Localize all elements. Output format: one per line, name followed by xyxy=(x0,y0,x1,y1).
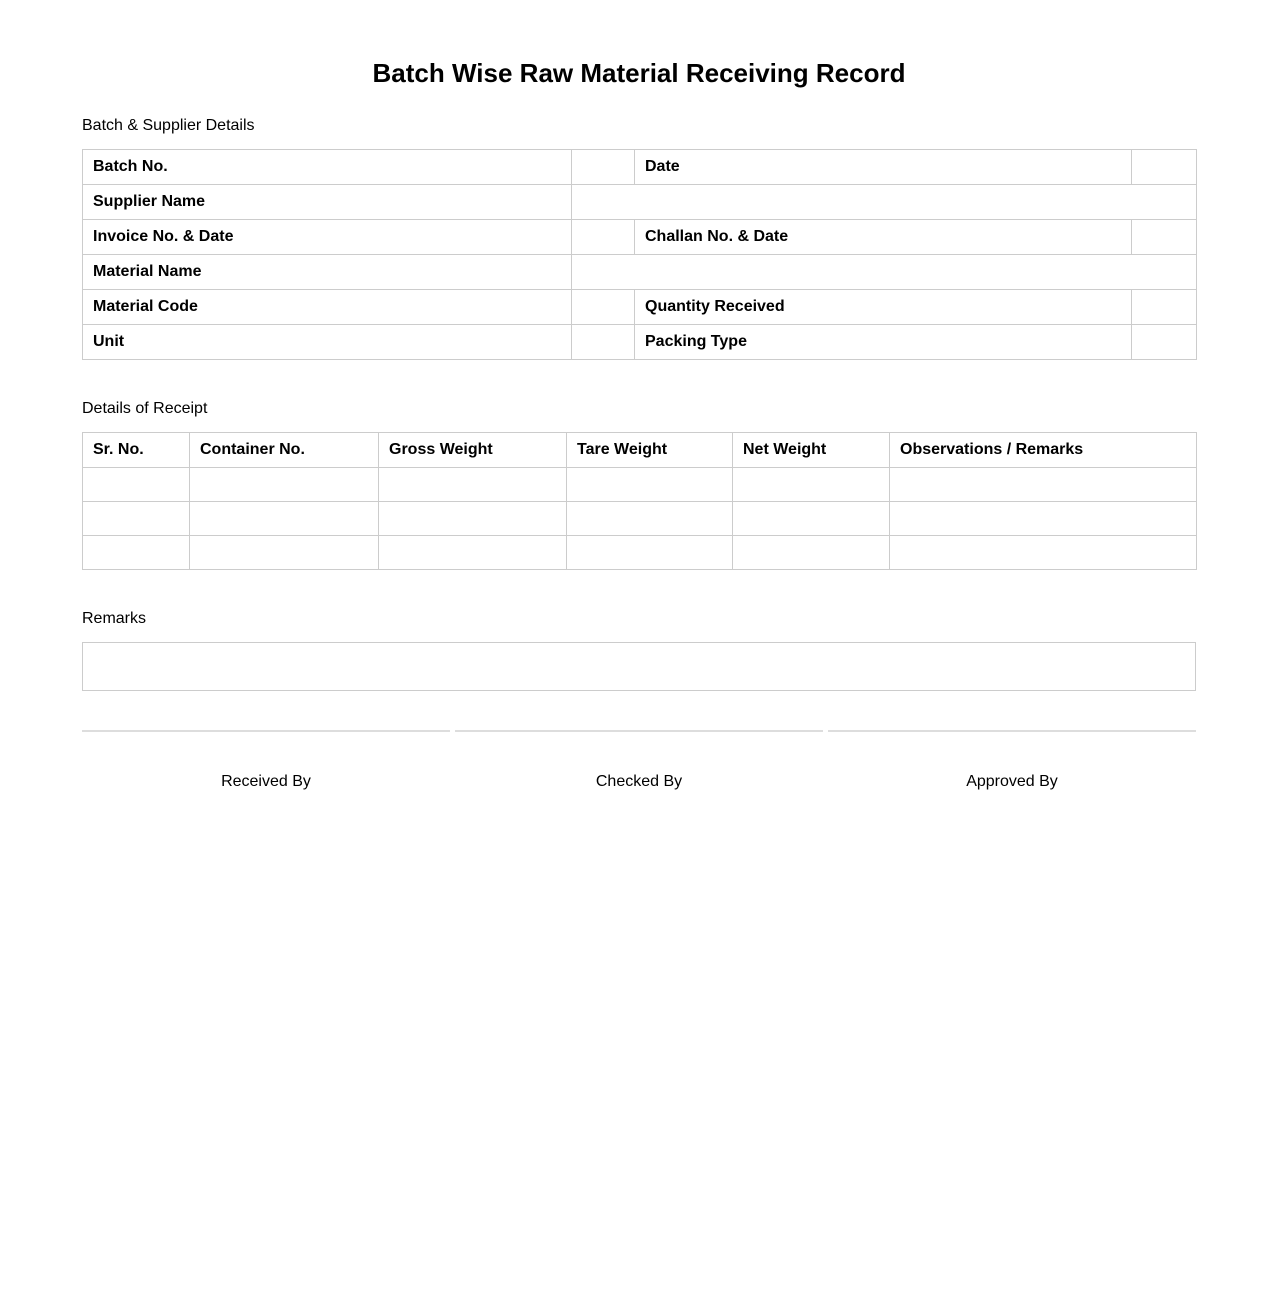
section-heading-batch: Batch & Supplier Details xyxy=(82,117,255,134)
label-batch-no: Batch No. xyxy=(83,150,572,185)
signature-label: Checked By xyxy=(595,773,683,790)
label-invoice: Invoice No. & Date xyxy=(83,220,572,255)
cell[interactable] xyxy=(83,468,190,502)
receipt-table xyxy=(82,432,1197,570)
cell[interactable] xyxy=(733,536,890,570)
cell[interactable] xyxy=(190,502,379,536)
page-title: Batch Wise Raw Material Receiving Record xyxy=(372,58,906,88)
cell[interactable] xyxy=(567,502,733,536)
label-material-name: Material Name xyxy=(83,255,572,290)
cell[interactable] xyxy=(379,468,567,502)
col-container-no: Container No. xyxy=(190,433,379,468)
col-gross-weight: Gross Weight xyxy=(379,433,567,468)
cell[interactable] xyxy=(190,536,379,570)
signature-approved xyxy=(828,730,1196,790)
field-challan[interactable] xyxy=(1132,220,1197,255)
label-quantity: Quantity Received xyxy=(635,290,1132,325)
cell[interactable] xyxy=(890,502,1197,536)
cell[interactable] xyxy=(379,536,567,570)
table-row xyxy=(83,502,1197,536)
signature-checked xyxy=(455,730,823,790)
cell[interactable] xyxy=(733,502,890,536)
label-unit: Unit xyxy=(83,325,572,360)
field-unit[interactable] xyxy=(572,325,635,360)
field-date[interactable] xyxy=(1132,150,1197,185)
field-supplier-name[interactable] xyxy=(572,185,1197,220)
field-material-code[interactable] xyxy=(572,290,635,325)
label-packing: Packing Type xyxy=(635,325,1132,360)
label-material-code: Material Code xyxy=(83,290,572,325)
col-sr-no: Sr. No. xyxy=(83,433,190,468)
cell[interactable] xyxy=(83,536,190,570)
field-invoice[interactable] xyxy=(572,220,635,255)
cell[interactable] xyxy=(190,468,379,502)
cell[interactable] xyxy=(379,502,567,536)
batch-details-table xyxy=(82,149,1197,360)
label-date: Date xyxy=(635,150,1132,185)
label-supplier-name: Supplier Name xyxy=(83,185,572,220)
remarks-heading: Remarks xyxy=(82,610,147,627)
section-heading-receipt: Details of Receipt xyxy=(82,400,208,417)
cell[interactable] xyxy=(733,468,890,502)
field-material-name[interactable] xyxy=(572,255,1197,290)
col-observations: Observations / Remarks xyxy=(890,433,1197,468)
remarks-field[interactable] xyxy=(82,642,1196,691)
col-net-weight: Net Weight xyxy=(733,433,890,468)
col-tare-weight: Tare Weight xyxy=(567,433,733,468)
cell[interactable] xyxy=(890,536,1197,570)
cell[interactable] xyxy=(567,536,733,570)
cell[interactable] xyxy=(890,468,1197,502)
table-row xyxy=(83,536,1197,570)
label-challan: Challan No. & Date xyxy=(635,220,1132,255)
cell[interactable] xyxy=(567,468,733,502)
signature-label: Received By xyxy=(221,773,311,790)
field-packing[interactable] xyxy=(1132,325,1197,360)
signature-label: Approved By xyxy=(966,773,1058,790)
cell[interactable] xyxy=(83,502,190,536)
signature-received xyxy=(82,730,450,790)
table-row xyxy=(83,468,1197,502)
field-batch-no[interactable] xyxy=(572,150,635,185)
field-quantity[interactable] xyxy=(1132,290,1197,325)
